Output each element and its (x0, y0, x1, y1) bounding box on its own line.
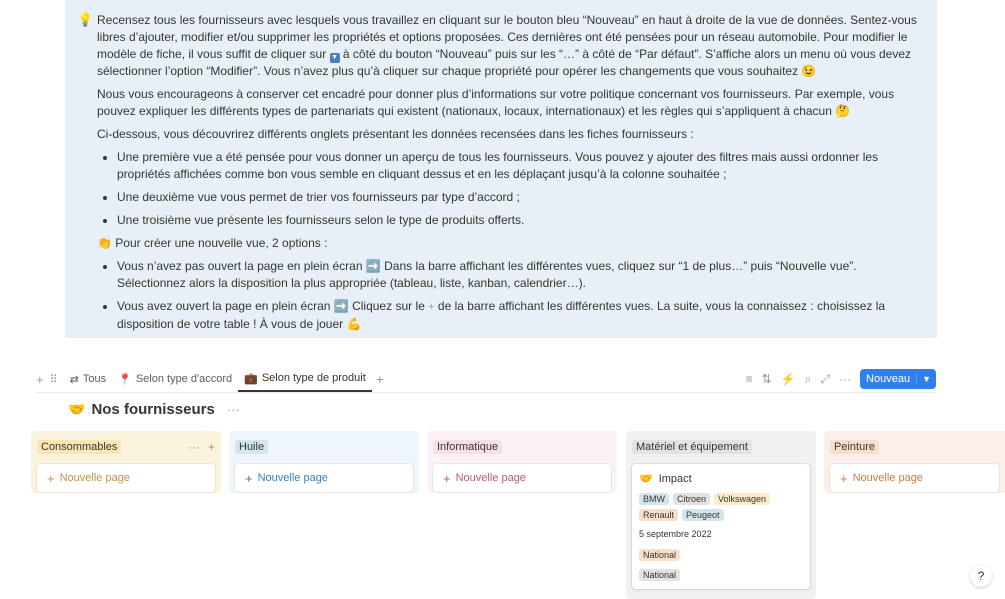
agreement-tag: National (639, 549, 680, 561)
callout-paragraph-1: Recensez tous les fournisseurs avec lesquels vous travaillez en cliquant sur le bouton bleu “Nouveau” en haut à droite de la vue de données. Sentez-vous libres d’ajouter, modifier et/ou supprimer les propriétés et options proposées. Ces dernières ont été pensées pour un réseau automobile. Pour modifier le modèle de fiche, il vous suffit de cliquer sur ▼ à côté du bouton “Nouveau” puis sur les “…” à côté de “Par défaut”. S’affiche alors un menu où vous devez sélectionner l’option “Modifier”. Vous n’avez plus qu’à cliquer sur chaque propriété pour opérer les changements que vous souhaitez 😉 (97, 13, 917, 78)
brand-tag: Renault (639, 509, 678, 521)
column-label[interactable]: Peinture (830, 440, 879, 454)
handshake-icon: 🤝 (68, 401, 86, 417)
list-item: • Une deuxième vue vous permet de trier vos fournisseurs par type d’accord ; (117, 189, 921, 206)
column-label[interactable]: Huile (235, 440, 268, 454)
filter-icon[interactable]: ≡ (745, 372, 753, 386)
tab-selon-type-produit[interactable]: 💼 Selon type de produit (238, 366, 372, 392)
more-icon[interactable]: ··· (839, 372, 852, 386)
agreement-tag: National (639, 569, 680, 581)
automation-bolt-icon[interactable]: ⚡ (780, 372, 796, 386)
list-item: • Une première vue a été pensée pour vous donner un aperçu de tous les fournisseurs. Vous pouvez y ajouter des filtres mais aussi ordonner les propriétés affichées comme bon vous semble en cliquant dessus et en les déplaçant jusqu’à la colonne souhaitée ; (117, 149, 921, 183)
plus-icon: + (428, 301, 435, 313)
arrow-down-icon: ▼ (331, 54, 339, 61)
plus-icon: + (47, 470, 55, 486)
card-date: 5 septembre 2022 (639, 529, 712, 539)
column-label[interactable]: Consommables (37, 440, 121, 454)
page-title[interactable]: Nos fournisseurs (91, 401, 215, 418)
sort-icon[interactable]: ⇅ (761, 372, 772, 386)
brand-tag: Volkswagen (714, 493, 770, 505)
plus-icon: + (245, 470, 253, 486)
tab-selon-type-accord[interactable]: 📍 Selon type d'accord (118, 373, 233, 386)
callout-paragraph-3: Ci-dessous, vous découvrirez différents onglets présentant les données recensées dans les fiches fournisseurs : (97, 127, 694, 141)
callout-paragraph-4: 👏 Pour créer une nouvelle vue, 2 options : (97, 236, 328, 250)
lightbulb-icon: 💡 (77, 12, 94, 27)
expand-icon[interactable]: ⤢ (820, 371, 831, 386)
sync-icon: ⇄ (69, 373, 79, 386)
info-callout (65, 0, 937, 338)
new-button[interactable]: Nouveau ▼ (860, 369, 936, 389)
briefcase-icon: 💼 (244, 372, 258, 385)
supplier-card[interactable] (632, 464, 810, 589)
tab-tous[interactable]: ⇄ Tous (69, 373, 107, 386)
brand-tag: Peugeot (682, 509, 724, 521)
search-icon[interactable]: ⌕ (804, 371, 812, 386)
column-label[interactable]: Matériel et équipement (632, 440, 752, 454)
callout-paragraph-2: Nous vous encourageons à conserver cet encadré pour donner plus d’informations sur votre politique concernant vos fournisseurs. Par exemple, vous pouvez expliquer les différents types de partenariats qui existent (nationaux, locaux, internationaux) et les règles qui s’appliquent à chacun 🤔 (97, 87, 895, 118)
pin-icon: 📍 (118, 373, 132, 386)
board-column-huile (229, 431, 419, 493)
divider (36, 392, 936, 393)
more-icon[interactable]: ··· (226, 402, 240, 417)
more-icon[interactable]: ··· (187, 440, 200, 454)
callout-list-2 (97, 258, 921, 333)
add-block-icon[interactable]: + (36, 371, 44, 387)
chevron-down-icon[interactable]: ▼ (916, 374, 936, 384)
board-column-informatique (427, 431, 617, 493)
drag-handle-icon[interactable]: ⠿ (49, 373, 58, 386)
database-title (68, 401, 240, 418)
new-page-button[interactable]: + Nouvelle page (433, 464, 611, 492)
board-column-materiel-et-equipement (626, 431, 816, 599)
brand-tags (639, 493, 803, 521)
view-tabbar (36, 366, 936, 392)
list-item: • Vous n’avez pas ouvert la page en plein écran ➡️ Dans la barre affichant les différentes vues, cliquez sur “1 de plus…” puis “Nouvelle vue”. Sélectionnez alors la disposition la plus appropriée (tableau, liste, kanban, calendrier…). (117, 258, 921, 292)
list-item: • Une troisième vue présente les fournisseurs selon le type de produits offerts. (117, 212, 921, 229)
new-page-button[interactable]: + Nouvelle page (830, 464, 999, 492)
column-label[interactable]: Informatique (433, 440, 502, 454)
board-column-peinture (824, 431, 1005, 493)
plus-icon[interactable]: + (207, 440, 215, 454)
handshake-icon: 🤝 (639, 473, 653, 485)
board-column-consommables (31, 431, 221, 493)
help-icon[interactable]: ? (970, 565, 992, 587)
new-page-button[interactable]: + Nouvelle page (235, 464, 413, 492)
add-view-icon[interactable]: + (375, 371, 384, 387)
callout-list-1 (97, 149, 921, 229)
list-item: • Vous avez ouvert la page en plein écran ➡️ Cliquez sur le + de la barre affichant les différentes vues. La suite, vous la connaissez : choisissez la disposition de votre table ! À vous de jouer 💪 (117, 298, 921, 333)
brand-tag: BMW (639, 493, 669, 505)
plus-icon: + (443, 470, 451, 486)
plus-icon: + (840, 470, 848, 486)
new-page-button[interactable]: + Nouvelle page (37, 464, 215, 492)
card-title[interactable]: 🤝 Impact (639, 472, 692, 485)
brand-tag: Citroen (673, 493, 710, 505)
